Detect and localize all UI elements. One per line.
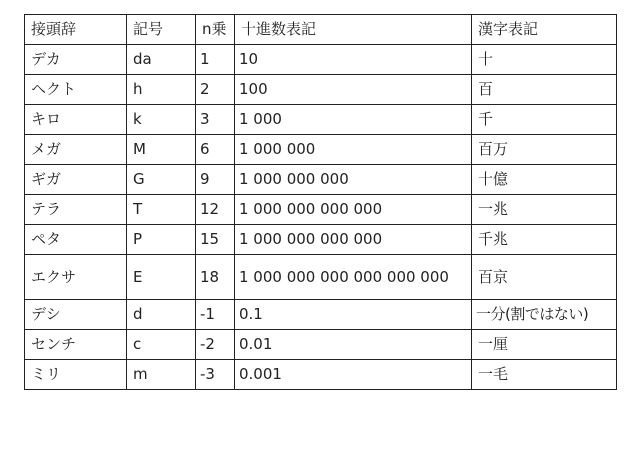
table-row bbox=[25, 330, 617, 360]
power-cell: 3 bbox=[196, 105, 235, 135]
symbol-cell: m bbox=[127, 360, 196, 390]
decimal-cell: 1 000 000 000 000 000 000 bbox=[235, 255, 472, 300]
header-decimal: 十進数表記 bbox=[235, 15, 472, 45]
prefix-cell: ヘクト bbox=[25, 75, 127, 105]
table-row bbox=[25, 195, 617, 225]
kanji-cell: 百京 bbox=[472, 255, 617, 300]
symbol-cell: d bbox=[127, 300, 196, 330]
prefix-cell: ペタ bbox=[25, 225, 127, 255]
power-cell: 15 bbox=[196, 225, 235, 255]
si-prefix-table bbox=[24, 14, 617, 390]
decimal-cell: 0.001 bbox=[235, 360, 472, 390]
table-row bbox=[25, 105, 617, 135]
table-row bbox=[25, 45, 617, 75]
si-prefix-table-container bbox=[24, 14, 617, 390]
decimal-cell: 0.01 bbox=[235, 330, 472, 360]
kanji-cell: 百 bbox=[472, 75, 617, 105]
decimal-cell: 1 000 000 000 000 bbox=[235, 195, 472, 225]
decimal-cell: 10 bbox=[235, 45, 472, 75]
header-kanji: 漢字表記 bbox=[472, 15, 617, 45]
prefix-cell: エクサ bbox=[25, 255, 127, 300]
power-cell: 6 bbox=[196, 135, 235, 165]
decimal-cell: 0.1 bbox=[235, 300, 472, 330]
symbol-cell: E bbox=[127, 255, 196, 300]
decimal-cell: 100 bbox=[235, 75, 472, 105]
table-row bbox=[25, 135, 617, 165]
prefix-cell: デカ bbox=[25, 45, 127, 75]
prefix-cell: メガ bbox=[25, 135, 127, 165]
symbol-cell: P bbox=[127, 225, 196, 255]
symbol-cell: c bbox=[127, 330, 196, 360]
kanji-cell: 一分(割ではない) bbox=[472, 300, 617, 330]
decimal-cell: 1 000 000 000 bbox=[235, 165, 472, 195]
decimal-cell: 1 000 bbox=[235, 105, 472, 135]
power-cell: 12 bbox=[196, 195, 235, 225]
power-cell: 18 bbox=[196, 255, 235, 300]
decimal-cell: 1 000 000 000 000 bbox=[235, 225, 472, 255]
table-row bbox=[25, 75, 617, 105]
prefix-cell: デシ bbox=[25, 300, 127, 330]
header-prefix: 接頭辞 bbox=[25, 15, 127, 45]
prefix-cell: ギガ bbox=[25, 165, 127, 195]
kanji-cell: 一兆 bbox=[472, 195, 617, 225]
kanji-cell: 千 bbox=[472, 105, 617, 135]
table-row bbox=[25, 225, 617, 255]
kanji-cell: 十 bbox=[472, 45, 617, 75]
symbol-cell: da bbox=[127, 45, 196, 75]
header-power: n乗 bbox=[196, 15, 235, 45]
power-cell: 1 bbox=[196, 45, 235, 75]
kanji-cell: 十億 bbox=[472, 165, 617, 195]
prefix-cell: センチ bbox=[25, 330, 127, 360]
symbol-cell: M bbox=[127, 135, 196, 165]
power-cell: -3 bbox=[196, 360, 235, 390]
table-row bbox=[25, 255, 617, 300]
power-cell: 2 bbox=[196, 75, 235, 105]
kanji-cell: 一厘 bbox=[472, 330, 617, 360]
table-row bbox=[25, 165, 617, 195]
kanji-cell: 千兆 bbox=[472, 225, 617, 255]
symbol-cell: G bbox=[127, 165, 196, 195]
table-row bbox=[25, 360, 617, 390]
symbol-cell: T bbox=[127, 195, 196, 225]
kanji-cell: 一毛 bbox=[472, 360, 617, 390]
prefix-cell: ミリ bbox=[25, 360, 127, 390]
prefix-cell: テラ bbox=[25, 195, 127, 225]
power-cell: -2 bbox=[196, 330, 235, 360]
decimal-cell: 1 000 000 bbox=[235, 135, 472, 165]
table-header-row bbox=[25, 15, 617, 45]
prefix-cell: キロ bbox=[25, 105, 127, 135]
kanji-cell: 百万 bbox=[472, 135, 617, 165]
header-symbol: 記号 bbox=[127, 15, 196, 45]
table-row bbox=[25, 300, 617, 330]
symbol-cell: h bbox=[127, 75, 196, 105]
symbol-cell: k bbox=[127, 105, 196, 135]
power-cell: 9 bbox=[196, 165, 235, 195]
power-cell: -1 bbox=[196, 300, 235, 330]
